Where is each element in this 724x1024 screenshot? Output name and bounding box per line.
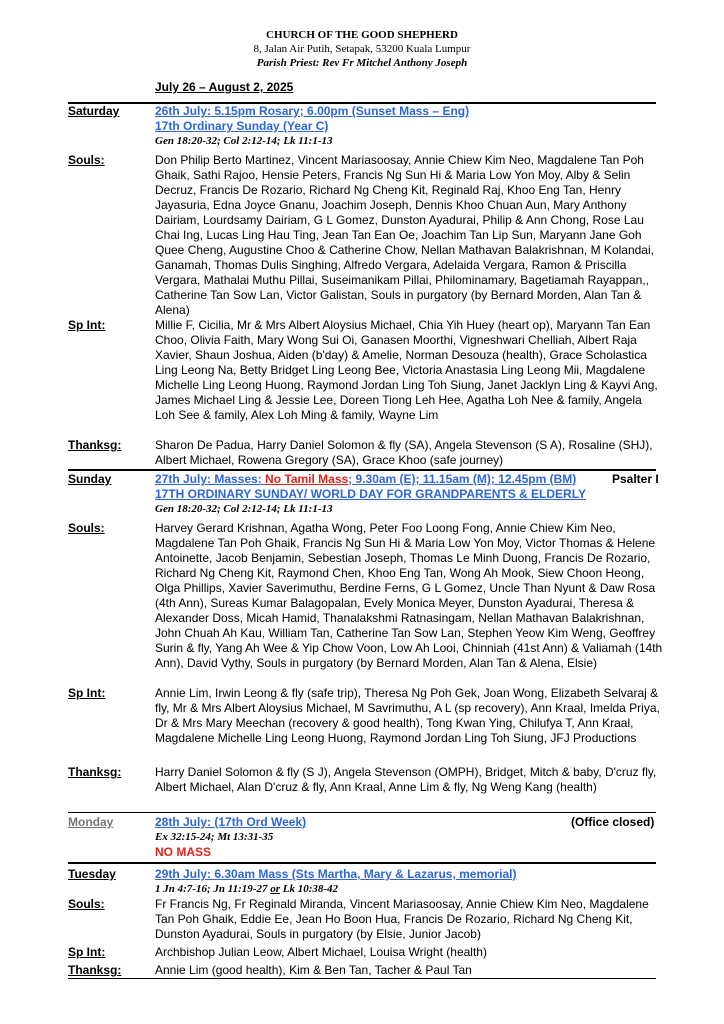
church-address: 8, Jalan Air Putih, Setapak, 53200 Kuala Lumpur <box>253 43 471 55</box>
day-monday: Monday <box>68 815 114 829</box>
day-tuesday: Tuesday <box>68 867 116 881</box>
saturday-souls: Don Philip Berto Martinez, Vincent Mariasoosay, Annie Chiew Kim Neo, Magdalene Tan Poh Ghaik, Sathi Rajoo, Hensie Peters, Francis Ng Sun Hi & Maria Low Yon Moy, Alby & Selin Decruz, Francis De Rozario, Richard Ng Cheng Kit, Reginald Raj, Khoo Eng Tan, Henry Jayasuria, Edna Joyce Gnanu, Joachim Joseph, Dennis Khoo Chuan Aun, Mary Anthony Dairiam, Lourdsamy Dairiam, G L Gomez, Dunston Ayadurai, Philip & Ann Chong, Rose Lau Chai Ing, Lucas Ling Hau Ting, Jean Tan Ean Oe, Joachim Tan Lip Sun, Maryann Jane Goh Quee Cheng, Augustine Choo & Catherine Chow, Nellan Mathavan Balakrishnan, M Kolandai, Ganamah, Thomas Dulis Singhing, Alfredo Vergara, Adelaida Vergara, Ramon & Priscilla Vergara, Mathalai Muthu Pillai, Suseimanikam Pillai, Philominamary, Bagetiamah Rayappan,, Catherine Tan Sow Lan, Victor Galistan, Souls in purgatory (by Bernard Morden, Alan Tan & Alena) <box>155 153 654 317</box>
saturday-title-b: 17th Ordinary Sunday (Year C) <box>155 119 329 133</box>
tuesday-souls: Fr Francis Ng, Fr Reginald Miranda, Vincent Mariasoosay, Annie Chiew Kim Neo, Magdalene Tan Poh Ghaik, Eddie Ee, Jean Ho Boon Hua, Francis De Rozario, Richard Ng Cheng Kit, Dunston Ayadurai, Souls in purgatory (by Elsie, Junior Jacob) <box>155 897 649 941</box>
church-name: CHURCH OF THE GOOD SHEPHERD <box>266 29 458 41</box>
divider <box>68 469 656 471</box>
saturday-spint-label: Sp Int: <box>68 318 106 332</box>
monday-title: 28th July: (17th Ord Week) <box>155 815 307 829</box>
saturday-spint: Millie F, Cicilia, Mr & Mrs Albert Aloysius Michael, Chia Yih Huey (heart op), Maryann Tan Ean Choo, Olivia Faith, Mary Wong Sui Oi, Ganasen Moorthi, Vigneshwari Chelliah, Albert Raja Xavier, Shaun Joshua, Aiden (b'day) & Amelie, Norman Desouza (health), Grace Scholastica Ling Leong Na, Betty Bridget Ling Leong Bee, Victoria Anastasia Ling Leong Mii, Magdalene Michelle Ling Leong Huong, Raymond Jordan Ling Toh Siung, Janet Jacklyn Ling & Kayvi Ang, James Michael Ling & Jessie Lee, Doreen Tiong Leh Hee, Agatha Loh Nee & family, Angela Loh See & family, Alex Loh Ming & family, Wayne Lim <box>155 318 658 422</box>
saturday-thanks-label: Thanksg: <box>68 438 122 452</box>
sunday-souls-label: Souls: <box>68 521 105 535</box>
tuesday-thanks: Annie Lim (good health), Kim & Ben Tan, Tacher & Paul Tan <box>155 963 472 977</box>
saturday-readings: Gen 18:20-32; Col 2:12-14; Lk 11:1-13 <box>155 135 333 147</box>
sunday-thanks-label: Thanksg: <box>68 765 122 779</box>
parish-priest: Parish Priest: Rev Fr Mitchel Anthony Joseph <box>256 57 468 69</box>
week-range: July 26 – August 2, 2025 <box>155 80 294 94</box>
tuesday-block <box>155 867 665 897</box>
day-saturday: Saturday <box>68 104 120 118</box>
tuesday-souls-label: Souls: <box>68 897 105 911</box>
sunday-souls: Harvey Gerard Krishnan, Agatha Wong, Peter Foo Loong Fong, Annie Chiew Kim Neo, Magdalene Tan Poh Ghaik, Francis Ng Sun Hi & Maria Low Yon Moy, Victor Thomas & Helene Antoinette, Jacob Benjamin, Sebestian Joseph, Thomas Le Minh Duong, Francis De Rozario, Richard Ng Cheng Kit, Raymond Chen, Khoo Eng Tan, Wong Ah Mook, Siew Choon Heong, Olga Phillips, Xavier Saverimuthu, Berdine Ferns, G L Gomez, Uncle Than Nyunt & Daw Rosa (4th Ann), Sureas Kumar Balagopalan, Evely Monica Meyer, Dunston Ayadurai, Theresa & Alexander Doss, Micah Hamid, Thanalakshmi Ratnasingam, Nellan Mathavan Balakrishnan, John Chuah Ah Kau, William Tan, Catherine Tan Sow Lan, Stephen Yeow Kim Weng, Geoffrey Surin & fly, Yang Ah Wee & Yip Chow Voon, Low Ah Looi, Chinniah (41st Ann) & Valiamah (14th Ann), David Vythy, Souls in purgatory (by Bernard Morden, Alan Tan & Alena, Elsie) <box>155 521 663 670</box>
sunday-spint: Annie Lim, Irwin Leong & fly (safe trip), Theresa Ng Poh Gek, Joan Wong, Elizabeth Selvaraj & fly, Mr & Mrs Albert Aloysius Michael, M Savrimuthu, A L (sp recovery), Ann Kraal, Imelda Priya, Dr & Mrs Mary Meechan (recovery & good health), Tong Kwan Ying, Chilufya T, Ann Kraal, Magdalene Michelle Ling Leong Huong, Raymond Jordan Ling Toh Siung, JFJ Productions <box>155 686 660 745</box>
saturday-thanks: Sharon De Padua, Harry Daniel Solomon & fly (SA), Angela Stevenson (S A), Rosaline (SHJ), Albert Michael, Rowena Gregory (SA), Grace Khoo (safe journey) <box>155 438 653 467</box>
divider <box>68 862 656 864</box>
sunday-title-b: 17TH ORDINARY SUNDAY/ WORLD DAY FOR GRANDPARENTS & ELDERLY <box>155 487 586 501</box>
day-sunday: Sunday <box>68 472 112 486</box>
divider <box>68 812 656 813</box>
tuesday-spint: Archbishop Julian Leow, Albert Michael, Louisa Wright (health) <box>155 945 487 959</box>
saturday-title-a: 26th July: 5.15pm Rosary; 6.00pm (Sunset Mass – Eng) <box>155 104 470 118</box>
psalter: Psalter I <box>612 472 659 486</box>
monday-readings: Ex 32:15-24; Mt 13:31-35 <box>155 831 274 843</box>
sunday-title-a: 27th July: Masses: No Tamil Mass; 9.30am (E); 11.15am (M); 12.45pm (BM) <box>155 472 577 486</box>
saturday-souls-label: Souls: <box>68 153 105 167</box>
sunday-titles <box>155 487 665 517</box>
sunday-readings: Gen 18:20-32; Col 2:12-14; Lk 11:1-13 <box>155 503 333 515</box>
tuesday-title: 29th July: 6.30am Mass (Sts Martha, Mary & Lazarus, memorial) <box>155 867 517 881</box>
tuesday-thanks-label: Thanksg: <box>68 963 122 977</box>
tuesday-spint-label: Sp Int: <box>68 945 106 959</box>
no-mass: NO MASS <box>155 845 212 859</box>
sunday-spint-label: Sp Int: <box>68 686 106 700</box>
no-tamil-mass: No Tamil Mass <box>265 472 349 486</box>
office-closed: (Office closed) <box>571 815 655 829</box>
tuesday-readings: 1 Jn 4:7-16; Jn 11:19-27 or Lk 10:38-42 <box>155 883 339 895</box>
divider <box>68 978 656 979</box>
sunday-thanks: Harry Daniel Solomon & fly (S J), Angela Stevenson (OMPH), Bridget, Mitch & baby, D'cruz fly, Albert Michael, Alan D'cruz & fly, Ann Kraal, Anne Lim & fly, Ng Weng Kang (health) <box>155 765 657 794</box>
saturday-titles <box>155 104 665 149</box>
